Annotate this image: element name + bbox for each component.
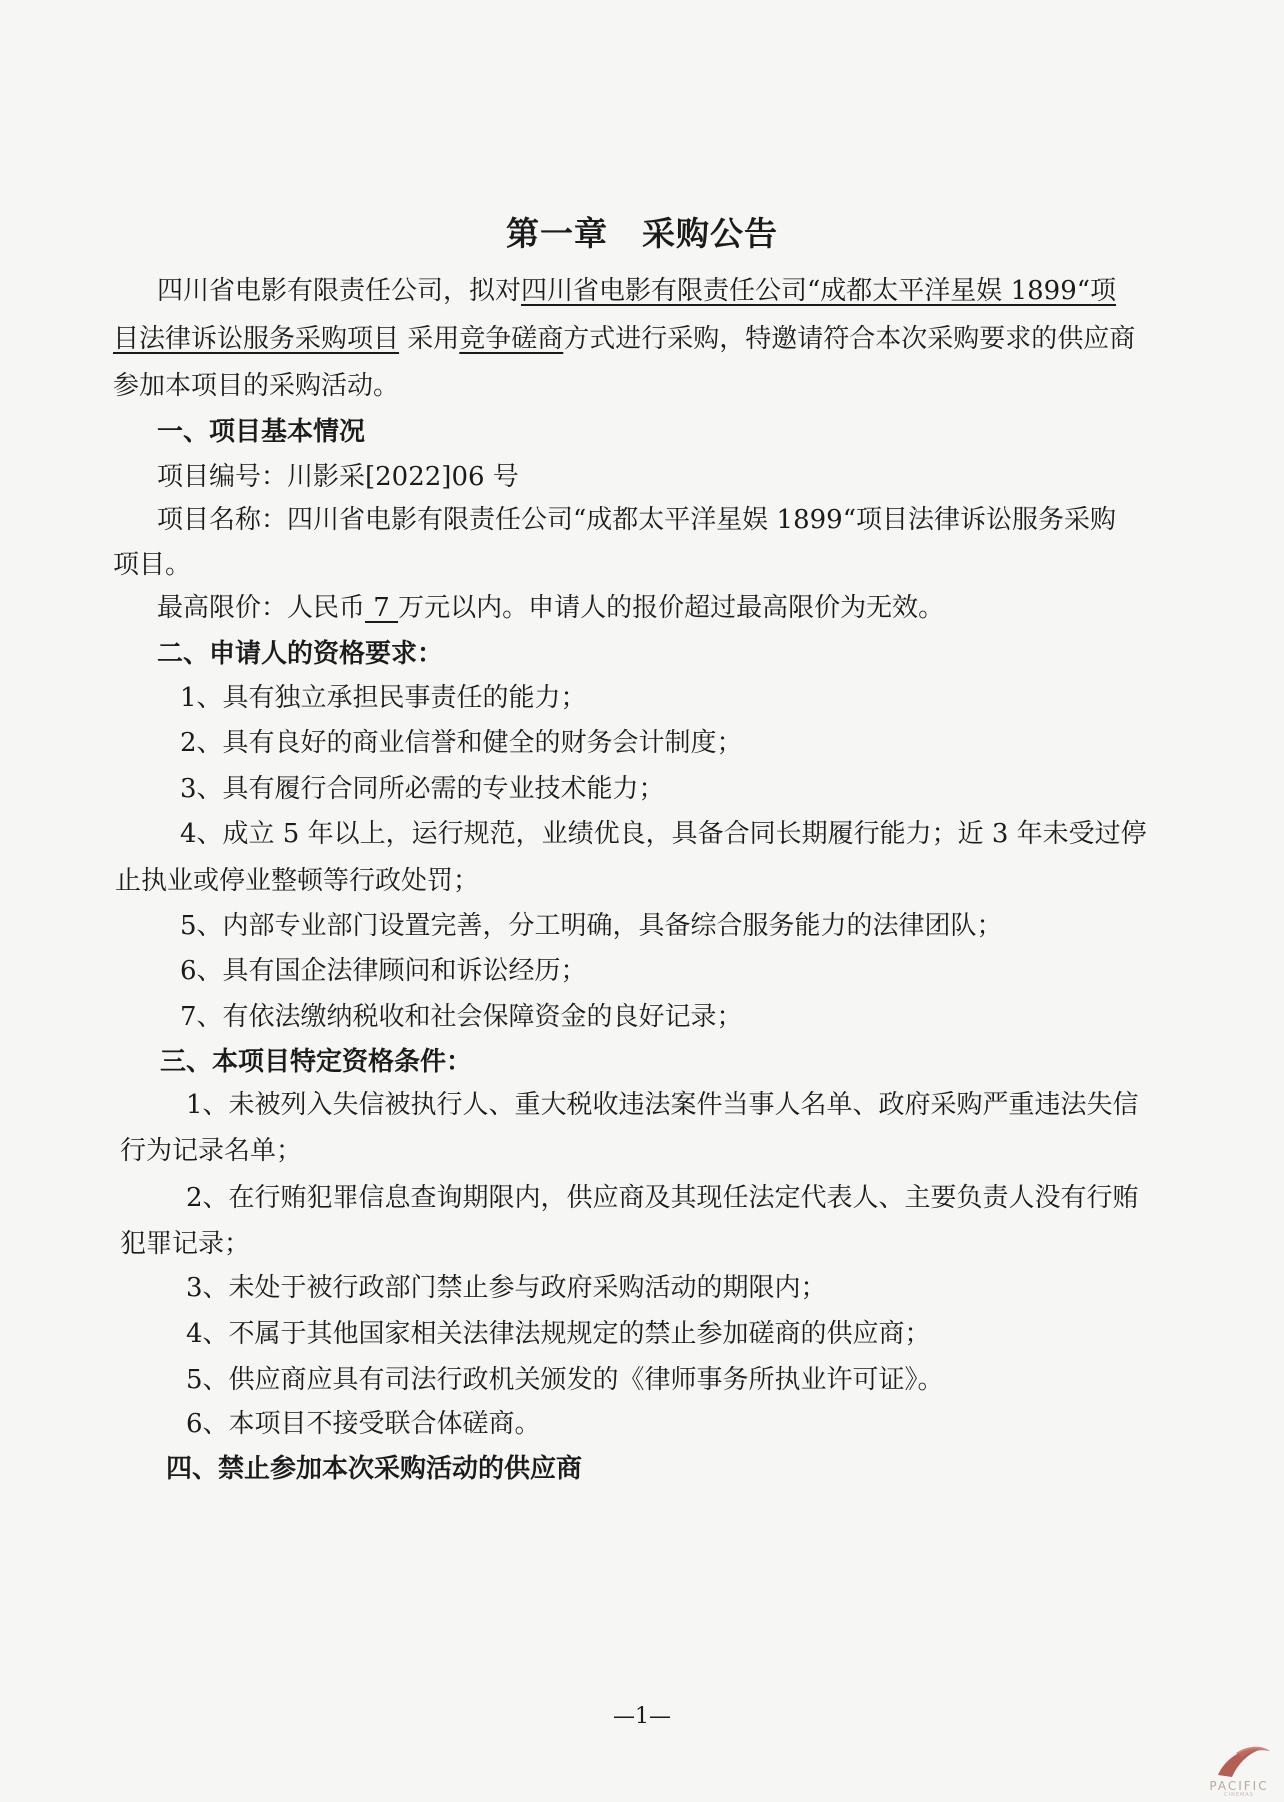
condition-item-3: 3、未处于被行政部门禁止参与政府采购活动的期限内； [186,1273,827,1303]
requirement-item-2: 2、具有良好的商业信誉和健全的财务会计制度； [180,728,743,758]
requirement-item-5: 5、内部专业部门设置完善，分工明确，具备综合服务能力的法律团队； [180,911,1003,941]
condition-item-5: 5、供应商应具有司法行政机关颁发的《律师事务所执业许可证》。 [186,1365,944,1395]
logo-sub-text: CINEMAS [1224,1792,1254,1798]
intro-text: 方式进行采购，特邀请符合本次采购要求的供应商 [563,324,1136,354]
condition-item-6: 6、本项目不接受联合体磋商。 [186,1409,541,1439]
condition-item-1-line-1: 1、未被列入失信被执行人、重大税收违法案件当事人名单、政府采购严重违法失信 [186,1090,1139,1120]
price-limit-value: 7 [365,593,399,623]
section-heading-3: 三、本项目特定资格条件： [160,1047,473,1077]
requirement-item-4-line-1: 4、成立 5 年以上，运行规范，业绩优良，具备合同长期履行能力；近 3 年未受过停 [180,819,1147,849]
price-limit-label: 最高限价：人民币 [157,593,366,623]
procurement-method: 竞争磋商 [459,324,564,354]
requirement-item-7: 7、有依法缴纳税收和社会保障资金的良好记录； [180,1002,743,1032]
section-heading-2: 二、申请人的资格要求： [157,639,444,669]
intro-text: 采用 [399,324,460,354]
requirement-item-3: 3、具有履行合同所必需的专业技术能力； [180,774,665,804]
project-number: 项目编号：川影采[2022]06 号 [157,462,519,492]
price-limit [157,590,944,626]
intro-line-1 [157,273,1116,309]
intro-line-3: 参加本项目的采购活动。 [113,371,400,401]
project-name-underlined: 四川省电影有限责任公司“成都太平洋星娱 1899“项 [521,276,1117,306]
price-limit-text: 万元以内。申请人的报价超过最高限价为无效。 [398,593,945,623]
section-heading-1: 一、项目基本情况 [157,417,366,447]
project-name-line-2: 项目。 [113,550,192,580]
page-title: 第一章 采购公告 [506,214,778,253]
section-heading-4: 四、禁止参加本次采购活动的供应商 [166,1454,583,1484]
project-name-underlined-cont: 目法律诉讼服务采购项目 [113,324,400,354]
requirement-item-1: 1、具有独立承担民事责任的能力； [180,683,587,713]
intro-text: 四川省电影有限责任公司，拟对 [157,276,522,306]
page-number: —1— [613,1704,671,1729]
pacific-swoosh-icon [1196,1737,1282,1781]
intro-line-2 [113,321,1135,357]
condition-item-2-line-2: 犯罪记录； [120,1229,251,1259]
condition-item-4: 4、不属于其他国家相关法律法规规定的禁止参加磋商的供应商； [186,1319,931,1349]
condition-item-2-line-1: 2、在行贿犯罪信息查询期限内，供应商及其现任法定代表人、主要负责人没有行贿 [186,1183,1139,1213]
pacific-cinemas-logo [1196,1737,1282,1799]
condition-item-1-line-2: 行为记录名单； [120,1136,303,1166]
requirement-item-4-line-2: 止执业或停业整顿等行政处罚； [115,866,480,896]
requirement-item-6: 6、具有国企法律顾问和诉讼经历； [180,956,587,986]
logo-brand-text: PACIFIC [1209,1779,1269,1793]
project-name-line-1: 项目名称：四川省电影有限责任公司“成都太平洋星娱 1899“项目法律诉讼服务采购 [157,505,1117,535]
